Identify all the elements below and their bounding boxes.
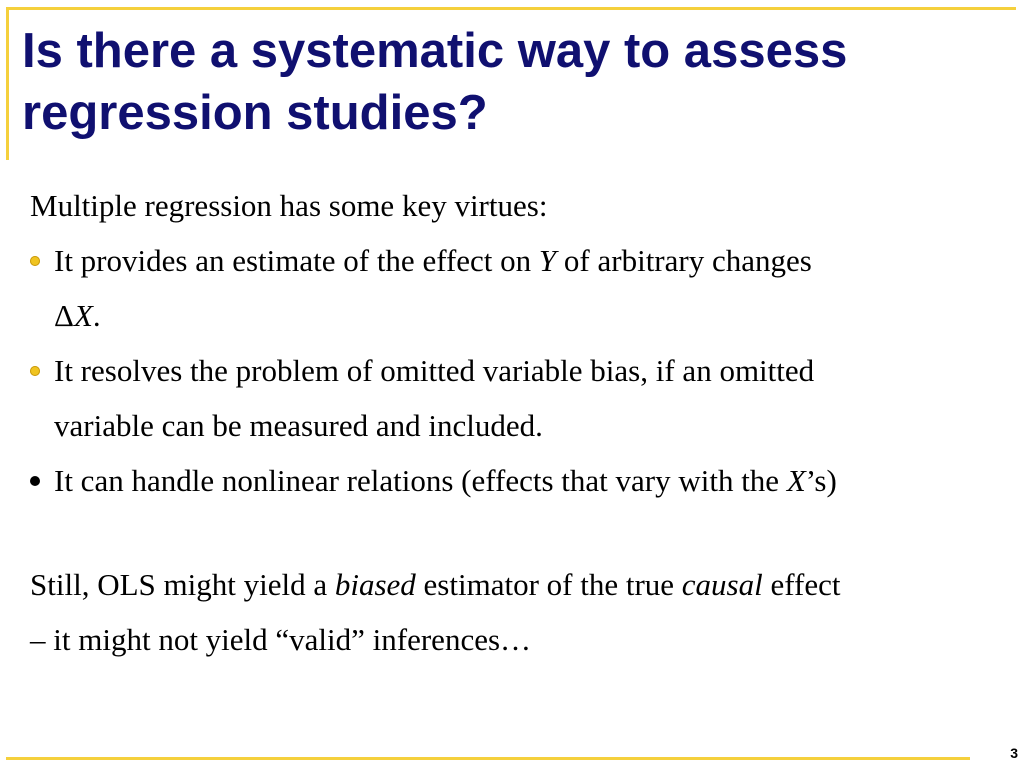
intro-text: Multiple regression has some key virtues: xyxy=(30,188,548,223)
bullet-1-line-1 xyxy=(30,233,1005,288)
text-segment: It provides an estimate of the effect on xyxy=(54,243,539,278)
italic-text: X xyxy=(73,298,93,333)
text-segment: – it might not yield “valid” inferences… xyxy=(30,622,532,657)
italic-text: Y xyxy=(538,243,557,278)
text-segment: It resolves the problem of omitted variable bias, if an omitted xyxy=(54,353,815,388)
text-segment: estimator of the true xyxy=(415,567,682,602)
top-rule xyxy=(6,7,1016,10)
closing-line-1 xyxy=(30,557,1005,612)
slide-title: Is there a systematic way to assess regression studies? xyxy=(22,24,848,140)
text-segment: Δ xyxy=(54,298,74,333)
italic-text: X xyxy=(786,463,806,498)
bottom-rule xyxy=(6,757,970,760)
text-segment: It can handle nonlinear relations (effects that vary with the xyxy=(54,463,787,498)
page-number: 3 xyxy=(1010,745,1018,761)
bullet-icon xyxy=(30,366,40,376)
text-segment: of arbitrary changes xyxy=(556,243,812,278)
closing-line-2 xyxy=(30,612,1005,667)
text-segment: . xyxy=(92,298,101,333)
left-rule xyxy=(6,7,9,160)
bullet-2-line-1 xyxy=(30,343,1005,398)
italic-text: biased xyxy=(334,567,416,602)
text-segment: effect xyxy=(762,567,841,602)
bullet-1-line-2 xyxy=(30,288,1005,343)
bullet-icon xyxy=(30,476,40,486)
text-segment: Still, OLS might yield a xyxy=(30,567,335,602)
text-segment: ’s) xyxy=(805,463,837,498)
text-segment: variable can be measured and included. xyxy=(54,408,543,443)
bullet-2-line-2 xyxy=(30,398,1005,453)
slide-content xyxy=(30,178,1005,667)
bullet-icon xyxy=(30,256,40,266)
bullet-3-line-1 xyxy=(30,453,1005,508)
italic-text: causal xyxy=(681,567,763,602)
paragraph-gap xyxy=(30,508,1005,557)
